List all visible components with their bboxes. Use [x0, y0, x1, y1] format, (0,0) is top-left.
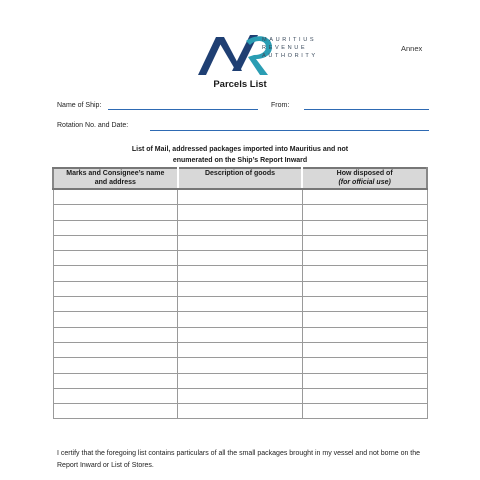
ship-name-field[interactable]	[108, 109, 258, 110]
cell-disposal[interactable]	[302, 388, 427, 403]
table-row	[53, 266, 427, 281]
table-row	[53, 235, 427, 250]
table-row	[53, 297, 427, 312]
cell-disposal[interactable]	[302, 220, 427, 235]
header-marks-line-2: and address	[94, 179, 136, 186]
cell-disposal[interactable]	[302, 373, 427, 388]
cell-marks[interactable]	[53, 235, 178, 250]
cell-disposal[interactable]	[302, 189, 427, 205]
from-label: From:	[271, 102, 290, 109]
cell-disposal[interactable]	[302, 205, 427, 220]
header-description: Description of goods	[178, 168, 303, 189]
table-row	[53, 373, 427, 388]
table-row	[53, 358, 427, 373]
cell-description[interactable]	[178, 235, 303, 250]
cell-disposal[interactable]	[302, 235, 427, 250]
cell-disposal[interactable]	[302, 327, 427, 342]
cell-marks[interactable]	[53, 297, 178, 312]
list-intro-line-2: enumerated on the Ship’s Report Inward	[172, 157, 308, 164]
table-header-row	[53, 168, 427, 189]
cell-marks[interactable]	[53, 342, 178, 357]
table-row	[53, 404, 427, 419]
annex-label: Annex	[401, 44, 423, 53]
header-disposal-line-1: How disposed of	[336, 170, 393, 177]
rotation-label: Rotation No. and Date:	[57, 122, 129, 129]
cell-description[interactable]	[178, 297, 303, 312]
cell-marks[interactable]	[53, 327, 178, 342]
ship-name-label: Name of Ship:	[57, 102, 102, 109]
table-row	[53, 220, 427, 235]
cell-description[interactable]	[178, 189, 303, 205]
cell-description[interactable]	[178, 327, 303, 342]
table-row	[53, 388, 427, 403]
cell-marks[interactable]	[53, 220, 178, 235]
cell-disposal[interactable]	[302, 297, 427, 312]
cell-marks[interactable]	[53, 266, 178, 281]
table-row	[53, 342, 427, 357]
cell-disposal[interactable]	[302, 251, 427, 266]
cell-description[interactable]	[178, 220, 303, 235]
table-row	[53, 327, 427, 342]
cell-description[interactable]	[178, 358, 303, 373]
cell-disposal[interactable]	[302, 342, 427, 357]
logo-line-1: MAURITIUS	[262, 37, 317, 43]
from-field[interactable]	[304, 109, 429, 110]
cell-description[interactable]	[178, 404, 303, 419]
cell-marks[interactable]	[53, 189, 178, 205]
certification-statement: I certify that the foregoing list contains particulars of all the small packages brought in my vessel and not borne on the Report Inward or List of Stores.	[57, 450, 421, 469]
cell-disposal[interactable]	[302, 404, 427, 419]
table-row	[53, 251, 427, 266]
cell-description[interactable]	[178, 342, 303, 357]
table-row	[53, 189, 427, 205]
cell-description[interactable]	[178, 312, 303, 327]
cell-description[interactable]	[178, 205, 303, 220]
list-intro-line-1: List of Mail, addressed packages imported into Mauritius and not	[131, 146, 349, 153]
parcels-table	[52, 167, 428, 419]
header-disposal	[302, 168, 427, 189]
header-disposal-line-2: (for official use)	[338, 179, 391, 186]
cell-marks[interactable]	[53, 404, 178, 419]
page-title: Parcels List	[213, 79, 267, 90]
logo-line-3: AUTHORITY	[262, 53, 318, 59]
header-marks-consignee	[53, 168, 178, 189]
table-body	[53, 189, 427, 419]
list-intro	[100, 144, 380, 166]
cell-marks[interactable]	[53, 358, 178, 373]
cell-marks[interactable]	[53, 388, 178, 403]
cell-disposal[interactable]	[302, 312, 427, 327]
table-row	[53, 312, 427, 327]
cell-marks[interactable]	[53, 312, 178, 327]
rotation-field[interactable]	[150, 130, 429, 131]
table-row	[53, 205, 427, 220]
header-marks-line-1: Marks and Consignee’s name	[66, 170, 165, 177]
cell-marks[interactable]	[53, 205, 178, 220]
cell-disposal[interactable]	[302, 358, 427, 373]
cell-description[interactable]	[178, 373, 303, 388]
cell-description[interactable]	[178, 251, 303, 266]
cell-marks[interactable]	[53, 373, 178, 388]
cell-description[interactable]	[178, 281, 303, 296]
cell-marks[interactable]	[53, 251, 178, 266]
logo-wordmark	[262, 36, 318, 60]
cell-description[interactable]	[178, 388, 303, 403]
cell-description[interactable]	[178, 266, 303, 281]
table-row	[53, 281, 427, 296]
cell-disposal[interactable]	[302, 281, 427, 296]
cell-marks[interactable]	[53, 281, 178, 296]
logo-line-2: REVENUE	[262, 45, 308, 51]
cell-disposal[interactable]	[302, 266, 427, 281]
